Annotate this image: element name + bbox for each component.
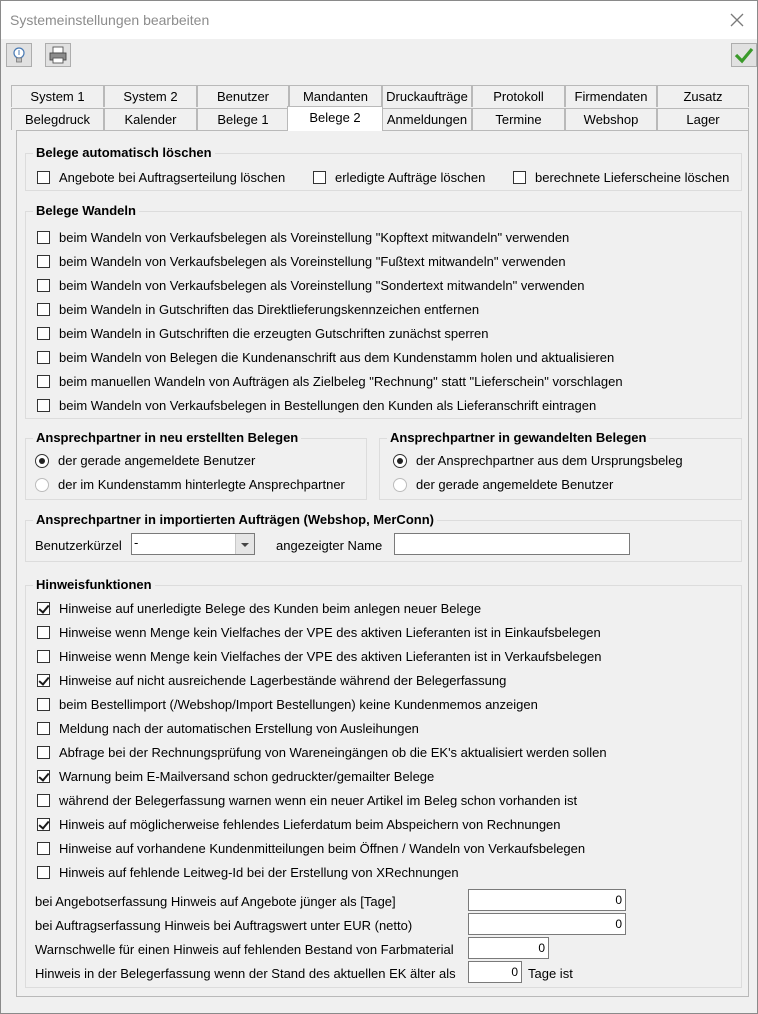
checkbox[interactable] bbox=[37, 674, 50, 687]
checkbox-convert-special-text[interactable]: beim Wandeln von Verkaufsbelegen als Voreinstellung "Sondertext mitwandeln" verwenden bbox=[37, 278, 584, 293]
checkbox[interactable] bbox=[37, 626, 50, 639]
tab-benutzer[interactable]: Benutzer bbox=[197, 85, 289, 107]
printer-icon bbox=[46, 44, 70, 66]
group-contact-converted-title: Ansprechpartner in gewandelten Belegen bbox=[387, 430, 649, 445]
checkbox[interactable] bbox=[37, 650, 50, 663]
tab-webshop[interactable]: Webshop bbox=[565, 108, 657, 130]
tab-system-2[interactable]: System 2 bbox=[104, 85, 197, 107]
radio[interactable] bbox=[393, 454, 407, 468]
checkbox-hint-leitweg-id[interactable]: Hinweis auf fehlende Leitweg-Id bei der Erstellung von XRechnungen bbox=[37, 865, 459, 880]
checkbox-hint-email-warning[interactable]: Warnung beim E-Mailversand schon gedruckter/gemailter Belege bbox=[37, 769, 434, 784]
order-value-label: bei Auftragserfassung Hinweis bei Auftragswert unter EUR (netto) bbox=[35, 918, 413, 933]
tab-kalender[interactable]: Kalender bbox=[104, 108, 197, 130]
ek-age-input[interactable]: 0 bbox=[468, 961, 522, 983]
help-button[interactable] bbox=[6, 43, 32, 67]
user-abbrev-value: - bbox=[134, 535, 139, 550]
checkbox-delete-billed-delivery-notes[interactable]: berechnete Lieferscheine löschen bbox=[513, 170, 729, 185]
checkmark-icon bbox=[732, 44, 756, 66]
checkbox[interactable] bbox=[37, 327, 50, 340]
group-contact-new bbox=[25, 430, 367, 500]
checkbox[interactable] bbox=[37, 746, 50, 759]
tab-anmeldungen[interactable]: Anmeldungen bbox=[382, 108, 472, 130]
group-convert bbox=[25, 203, 742, 419]
checkbox[interactable] bbox=[37, 698, 50, 711]
checkbox-hint-no-customer-memos[interactable]: beim Bestellimport (/Webshop/Import Bestellungen) keine Kundenmemos anzeigen bbox=[37, 697, 538, 712]
group-auto-delete-title: Belege automatisch löschen bbox=[33, 145, 215, 160]
ok-button[interactable] bbox=[731, 43, 757, 67]
tab-zusatz[interactable]: Zusatz bbox=[657, 85, 749, 107]
checkbox[interactable] bbox=[37, 794, 50, 807]
title-bar bbox=[1, 1, 757, 39]
checkbox[interactable] bbox=[37, 255, 50, 268]
tab-belege-2[interactable]: Belege 2 bbox=[287, 106, 383, 131]
group-contact-imported bbox=[25, 512, 742, 562]
checkbox-suggest-invoice[interactable]: beim manuellen Wandeln von Aufträgen als Zielbeleg "Rechnung" statt "Lieferschein" vorschlagen bbox=[37, 374, 623, 389]
checkbox[interactable] bbox=[37, 279, 50, 292]
display-name-label: angezeigter Name bbox=[276, 538, 383, 553]
tab-druckauftraege[interactable]: Druckaufträge bbox=[382, 85, 472, 107]
group-convert-title: Belege Wandeln bbox=[33, 203, 139, 218]
radio-contact-new-customer-contact[interactable]: der im Kundenstamm hinterlegte Ansprechpartner bbox=[35, 477, 345, 492]
checkbox[interactable] bbox=[513, 171, 526, 184]
order-value-input[interactable]: 0 bbox=[468, 913, 626, 935]
user-abbrev-label: Benutzerkürzel bbox=[35, 538, 122, 553]
checkbox-update-customer-address[interactable]: beim Wandeln von Belegen die Kundenanschrift aus dem Kundenstamm holen und aktualisieren bbox=[37, 350, 614, 365]
checkbox-hint-vpe-sales[interactable]: Hinweise wenn Menge kein Vielfaches der VPE des aktiven Lieferanten ist in Verkaufsbelegen bbox=[37, 649, 601, 664]
color-stock-threshold-label: Warnschwelle für einen Hinweis auf fehlenden Bestand von Farbmaterial bbox=[35, 942, 454, 957]
window-title: Systemeinstellungen bearbeiten bbox=[10, 12, 210, 28]
tab-termine[interactable]: Termine bbox=[472, 108, 565, 130]
tab-panel-belege-2 bbox=[16, 130, 749, 997]
checkbox-credit-lock[interactable]: beim Wandeln in Gutschriften die erzeugten Gutschriften zunächst sperren bbox=[37, 326, 488, 341]
checkbox-credit-remove-direct-delivery[interactable]: beim Wandeln in Gutschriften das Direktlieferungskennzeichen entfernen bbox=[37, 302, 479, 317]
checkbox[interactable] bbox=[37, 231, 50, 244]
tab-belegdruck[interactable]: Belegdruck bbox=[11, 108, 104, 130]
checkbox[interactable] bbox=[37, 722, 50, 735]
radio[interactable] bbox=[35, 478, 49, 492]
checkbox[interactable] bbox=[37, 818, 50, 831]
group-contact-converted bbox=[379, 430, 742, 500]
checkbox-hint-customer-messages[interactable]: Hinweise auf vorhandene Kundenmitteilungen beim Öffnen / Wandeln von Verkaufsbelegen bbox=[37, 841, 585, 856]
tab-belege-1[interactable]: Belege 1 bbox=[197, 108, 289, 130]
checkbox-delete-quotes[interactable]: Angebote bei Auftragserteilung löschen bbox=[37, 170, 285, 185]
tab-mandanten[interactable]: Mandanten bbox=[289, 85, 382, 107]
tab-protokoll[interactable]: Protokoll bbox=[472, 85, 565, 107]
color-stock-threshold-input[interactable]: 0 bbox=[468, 937, 549, 959]
dropdown-button[interactable] bbox=[235, 534, 254, 554]
radio[interactable] bbox=[35, 454, 49, 468]
checkbox[interactable] bbox=[37, 842, 50, 855]
group-hints bbox=[25, 577, 742, 988]
close-icon bbox=[723, 7, 751, 33]
checkbox[interactable] bbox=[37, 351, 50, 364]
checkbox[interactable] bbox=[37, 770, 50, 783]
checkbox-convert-footer-text[interactable]: beim Wandeln von Verkaufsbelegen als Voreinstellung "Fußtext mitwandeln" verwenden bbox=[37, 254, 566, 269]
close-button[interactable] bbox=[723, 7, 751, 33]
display-name-input[interactable] bbox=[394, 533, 630, 555]
quote-age-input[interactable]: 0 bbox=[468, 889, 626, 911]
lightbulb-icon bbox=[7, 44, 31, 66]
ek-age-suffix: Tage ist bbox=[528, 966, 573, 981]
checkbox[interactable] bbox=[313, 171, 326, 184]
checkbox-hint-loans[interactable]: Meldung nach der automatischen Erstellung von Ausleihungen bbox=[37, 721, 419, 736]
checkbox[interactable] bbox=[37, 375, 50, 388]
checkbox[interactable] bbox=[37, 171, 50, 184]
checkbox-hint-stock[interactable]: Hinweise auf nicht ausreichende Lagerbestände während der Belegerfassung bbox=[37, 673, 506, 688]
checkbox[interactable] bbox=[37, 602, 50, 615]
radio[interactable] bbox=[393, 478, 407, 492]
group-contact-imported-title: Ansprechpartner in importierten Aufträgen (Webshop, MerConn) bbox=[33, 512, 437, 527]
checkbox[interactable] bbox=[37, 866, 50, 879]
radio-contact-converted-current-user[interactable]: der gerade angemeldete Benutzer bbox=[393, 477, 613, 492]
checkbox-hint-duplicate-article[interactable]: während der Belegerfassung warnen wenn ein neuer Artikel im Beleg schon vorhanden ist bbox=[37, 793, 577, 808]
chevron-down-icon bbox=[236, 534, 254, 554]
tab-firmendaten[interactable]: Firmendaten bbox=[565, 85, 657, 107]
checkbox[interactable] bbox=[37, 399, 50, 412]
toolbar bbox=[1, 39, 757, 73]
radio-contact-new-current-user[interactable]: der gerade angemeldete Benutzer bbox=[35, 453, 255, 468]
checkbox-hint-delivery-date[interactable]: Hinweis auf möglicherweise fehlendes Lieferdatum beim Abspeichern von Rechnungen bbox=[37, 817, 561, 832]
print-button[interactable] bbox=[45, 43, 71, 67]
checkbox-hint-open-documents[interactable]: Hinweise auf unerledigte Belege des Kunden beim anlegen neuer Belege bbox=[37, 601, 481, 616]
tab-lager[interactable]: Lager bbox=[657, 108, 749, 130]
group-auto-delete bbox=[25, 145, 742, 191]
checkbox-delete-completed-orders[interactable]: erledigte Aufträge löschen bbox=[313, 170, 485, 185]
checkbox-convert-header-text[interactable]: beim Wandeln von Verkaufsbelegen als Voreinstellung "Kopftext mitwandeln" verwenden bbox=[37, 230, 569, 245]
checkbox-hint-invoice-check[interactable]: Abfrage bei der Rechnungsprüfung von Wareneingängen ob die EK's aktualisiert werden sollen bbox=[37, 745, 607, 760]
checkbox-customer-as-delivery-address[interactable]: beim Wandeln von Verkaufsbelegen in Bestellungen den Kunden als Lieferanschrift eintragen bbox=[37, 398, 596, 413]
quote-age-label: bei Angebotserfassung Hinweis auf Angebote jünger als [Tage] bbox=[35, 894, 396, 909]
radio-contact-converted-origin[interactable]: der Ansprechpartner aus dem Ursprungsbeleg bbox=[393, 453, 683, 468]
tab-system-1[interactable]: System 1 bbox=[11, 85, 104, 107]
checkbox-hint-vpe-purchase[interactable]: Hinweise wenn Menge kein Vielfaches der VPE des aktiven Lieferanten ist in Einkaufsbelegen bbox=[37, 625, 601, 640]
group-hints-title: Hinweisfunktionen bbox=[33, 577, 155, 592]
group-contact-new-title: Ansprechpartner in neu erstellten Belegen bbox=[33, 430, 301, 445]
checkbox[interactable] bbox=[37, 303, 50, 316]
ek-age-label: Hinweis in der Belegerfassung wenn der Stand des aktuellen EK älter als bbox=[35, 966, 456, 981]
user-abbrev-select[interactable] bbox=[131, 533, 255, 555]
